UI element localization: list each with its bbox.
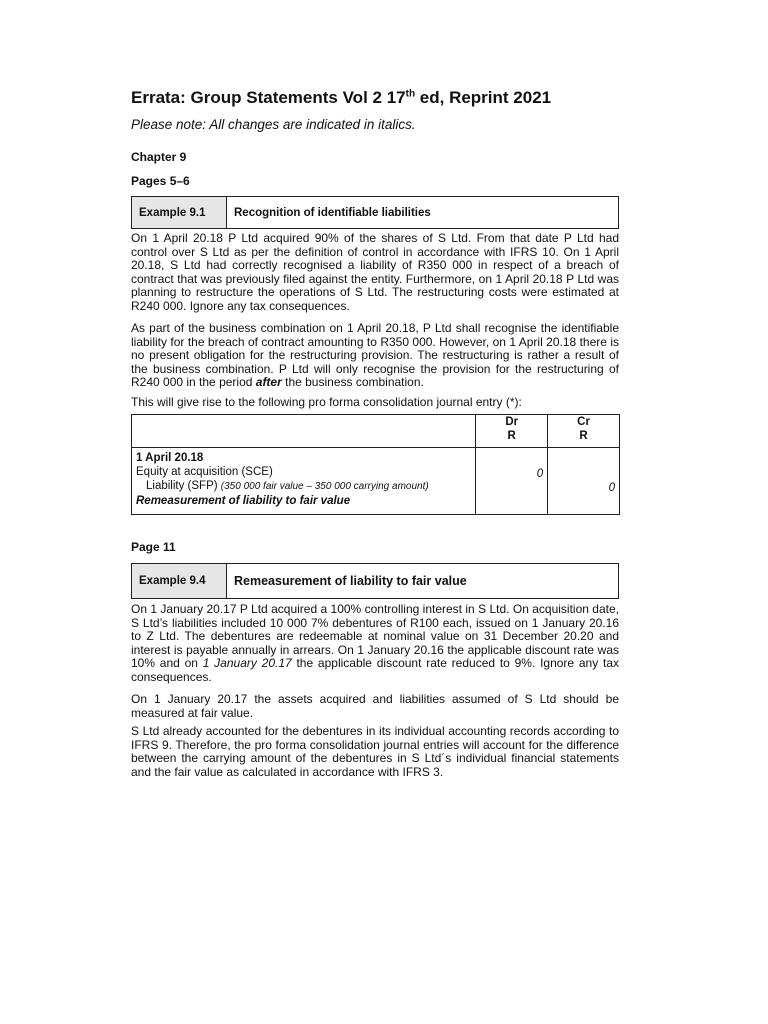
journal-description	[132, 448, 476, 515]
document-title	[131, 88, 551, 108]
title-text-rest: ed, Reprint 2021	[415, 88, 552, 107]
paragraph-2-text-end: the business combination.	[281, 375, 424, 390]
credit-amount: 0	[548, 448, 620, 515]
credit-unit: R	[579, 430, 588, 442]
debit-header	[476, 415, 548, 448]
debit-label: Dr	[505, 416, 519, 428]
paragraph-5: On 1 January 20.17 the assets acquired and liabilities assumed of S Ltd should be measured at fair value.	[131, 692, 619, 720]
paragraph-6: S Ltd already accounted for the debentures in its individual accounting records according to IFRS 9. Therefore, the pro forma consolidation journal entries will account for the difference between the carrying amount of the debentures in S Ltd´s individual financial statements and the fair value as calculated in accordance with IFRS 3.	[131, 724, 619, 779]
chapter-heading: Chapter 9	[131, 150, 187, 164]
paragraph-1: On 1 April 20.18 P Ltd acquired 90% of the shares of S Ltd. From that date P Ltd had control over S Ltd as per the definition of control in accordance with IFRS 10. On 1 April 20.18, S Ltd had correctly recognised a liability of R350 000 in respect of a breach of contract that was previously filed against the entity. Furthermore, on 1 April 20.18 P Ltd was planning to restructure the operations of S Ltd. The restructuring costs were estimated at R240 000. Ignore any tax consequences.	[131, 231, 619, 313]
debit-unit: R	[507, 430, 516, 442]
example-title: Remeasurement of liability to fair value	[234, 574, 467, 588]
credit-header	[548, 415, 620, 448]
example-9-4-box	[131, 563, 619, 599]
journal-debit-account: Equity at acquisition (SCE)	[136, 466, 273, 478]
example-title: Recognition of identifiable liabilities	[234, 206, 431, 219]
paragraph-4	[131, 603, 619, 685]
debit-amount: 0	[476, 448, 548, 515]
paragraph-3: This will give rise to the following pro forma consolidation journal entry (*):	[131, 395, 522, 409]
journal-credit-account-line	[136, 479, 471, 494]
journal-credit-note: (350 000 fair value – 350 000 carrying amount)	[220, 481, 429, 492]
paragraph-4-italic: 1 January 20.17	[202, 656, 292, 671]
title-text: Errata: Group Statements Vol 2 17	[131, 88, 406, 107]
journal-date: 1 April 20.18	[136, 452, 204, 464]
paragraph-2-text: As part of the business combination on 1 April 20.18, P Ltd shall recognise the identifiable liability for the breach of contract amounting to R350 000. However, on 1 April 20.18 there is no present obligation for the restructuring provision. The restructuring is rather a result of the business combination. P Ltd will only recognise the provision for the restructuring of R240 000 in the period	[131, 321, 619, 390]
example-label: Example 9.1	[132, 197, 227, 228]
journal-entry-table	[131, 414, 620, 515]
pages-heading: Pages 5–6	[131, 174, 190, 188]
example-label: Example 9.4	[132, 564, 227, 598]
italics-note: Please note: All changes are indicated in italics.	[131, 117, 416, 132]
journal-header-blank	[132, 415, 476, 448]
paragraph-4-text: On 1 January 20.17 P Ltd acquired a 100% controlling interest in S Ltd. On acquisition date, S Ltd’s liabilities included 10 000 7% debentures of R100 each, issued on 1 January 20.16 to Z Ltd. The debentures are redeemable at nominal value on 31 December 20.20 and interest is payable annually in arrears. On 1 January 20.16 the applicable discount rate was 10% and on	[131, 602, 619, 671]
paragraph-4-text-end: the applicable discount rate reduced to 9%. Ignore any tax consequences.	[131, 656, 620, 684]
paragraph-2-emphasis: after	[255, 375, 282, 390]
title-superscript: th	[405, 88, 416, 100]
credit-label: Cr	[577, 416, 590, 428]
journal-credit-account: Liability (SFP)	[146, 480, 218, 492]
journal-narration: Remeasurement of liability to fair value	[136, 495, 351, 507]
example-9-1-box	[131, 196, 619, 229]
page-11-heading: Page 11	[131, 540, 176, 554]
paragraph-2	[131, 322, 619, 390]
